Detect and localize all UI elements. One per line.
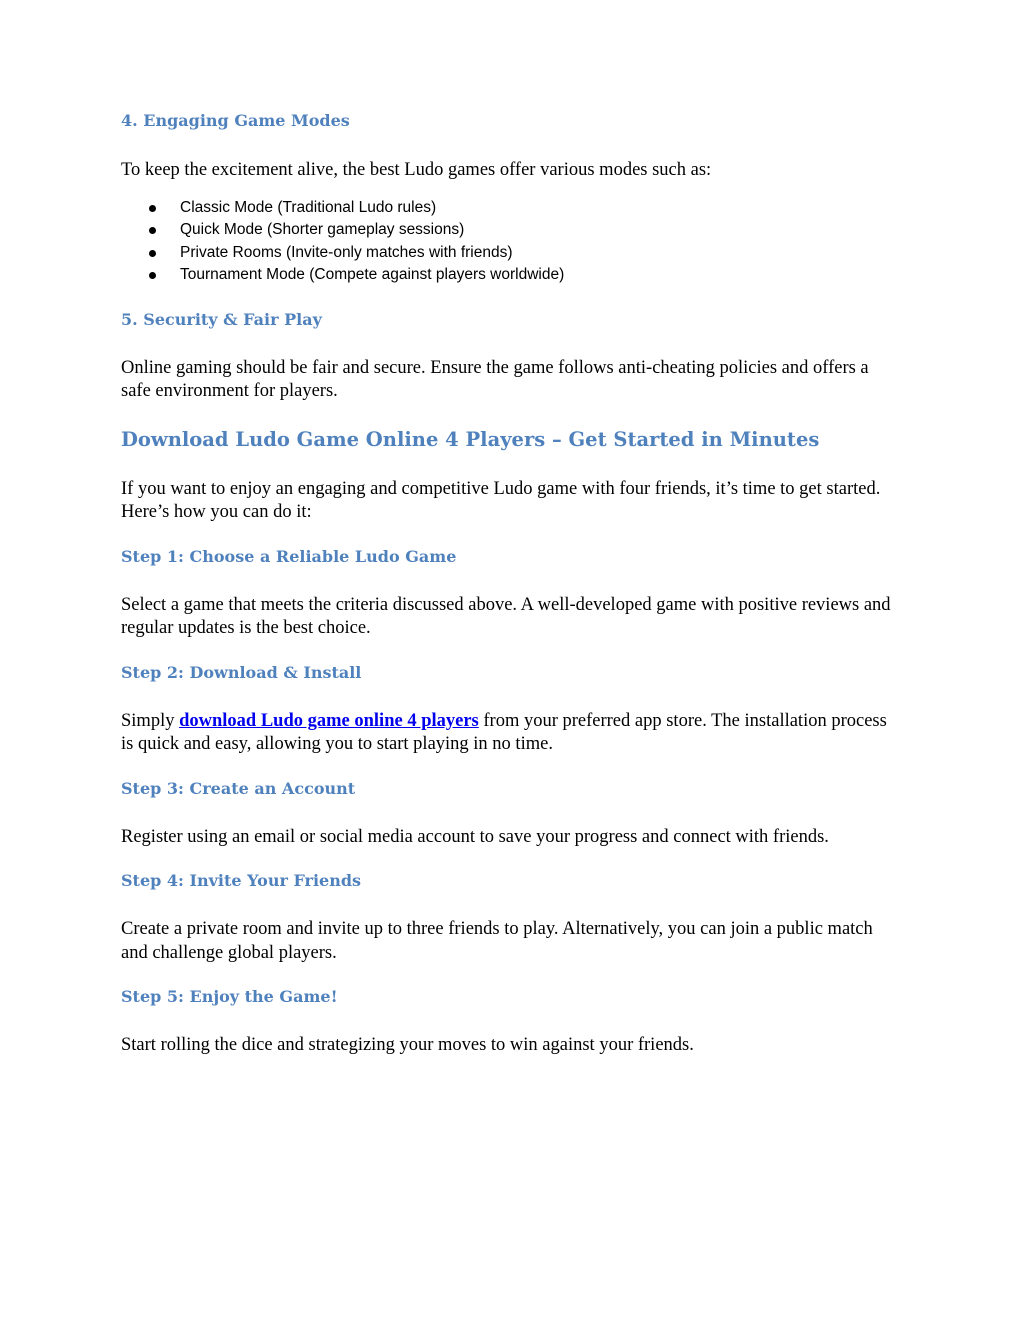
game-modes-list (121, 197, 901, 287)
bullet-icon (149, 227, 156, 234)
step4-text: Create a private room and invite up to three friends to play. Alternatively, you can join a public match and challenge global players. (121, 919, 873, 963)
step5-text: Start rolling the dice and strategizing your moves to win against your friends. (121, 1035, 694, 1055)
list-item: Private Rooms (Invite-only matches with friends) (121, 242, 901, 265)
step1-text: Select a game that meets the criteria discussed above. A well-developed game with positive reviews and regular updates is the best choice. (121, 594, 891, 638)
bullet-icon (149, 205, 156, 212)
step2-heading: Step 2: Download & Install (121, 662, 362, 682)
list-item: Tournament Mode (Compete against players worldwide) (121, 264, 901, 287)
document-page (121, 110, 901, 1058)
security-text: Online gaming should be fair and secure. Ensure the game follows anti-cheating policies and offers a safe environment for players. (121, 357, 869, 401)
step5-heading: Step 5: Enjoy the Game! (121, 987, 338, 1006)
bullet-icon (149, 272, 156, 279)
engaging-modes-heading: 4. Engaging Game Modes (121, 111, 350, 130)
step1-heading: Step 1: Choose a Reliable Ludo Game (121, 546, 457, 566)
step3-heading: Step 3: Create an Account (121, 778, 356, 798)
list-item: Quick Mode (Shorter gameplay sessions) (121, 219, 901, 242)
list-item: Classic Mode (Traditional Ludo rules) (121, 197, 901, 220)
step3-text: Register using an email or social media account to save your progress and connect with friends. (121, 826, 829, 847)
download-ludo-link[interactable]: download Ludo game online 4 players (179, 710, 479, 731)
bullet-icon (149, 250, 156, 257)
step2-text: Simply download Ludo game online 4 players from your preferred app store. The installation process is quick and easy, allowing you to start playing in no time. (121, 710, 887, 754)
download-intro: If you want to enjoy an engaging and competitive Ludo game with four friends, it’s time to get started. Here’s how you can do it: (121, 478, 881, 522)
security-heading: 5. Security & Fair Play (121, 309, 322, 329)
download-heading: Download Ludo Game Online 4 Players – Get Started in Minutes (121, 427, 820, 451)
engaging-modes-intro: To keep the excitement alive, the best Ludo games offer various modes such as: (121, 160, 712, 180)
step4-heading: Step 4: Invite Your Friends (121, 871, 362, 890)
